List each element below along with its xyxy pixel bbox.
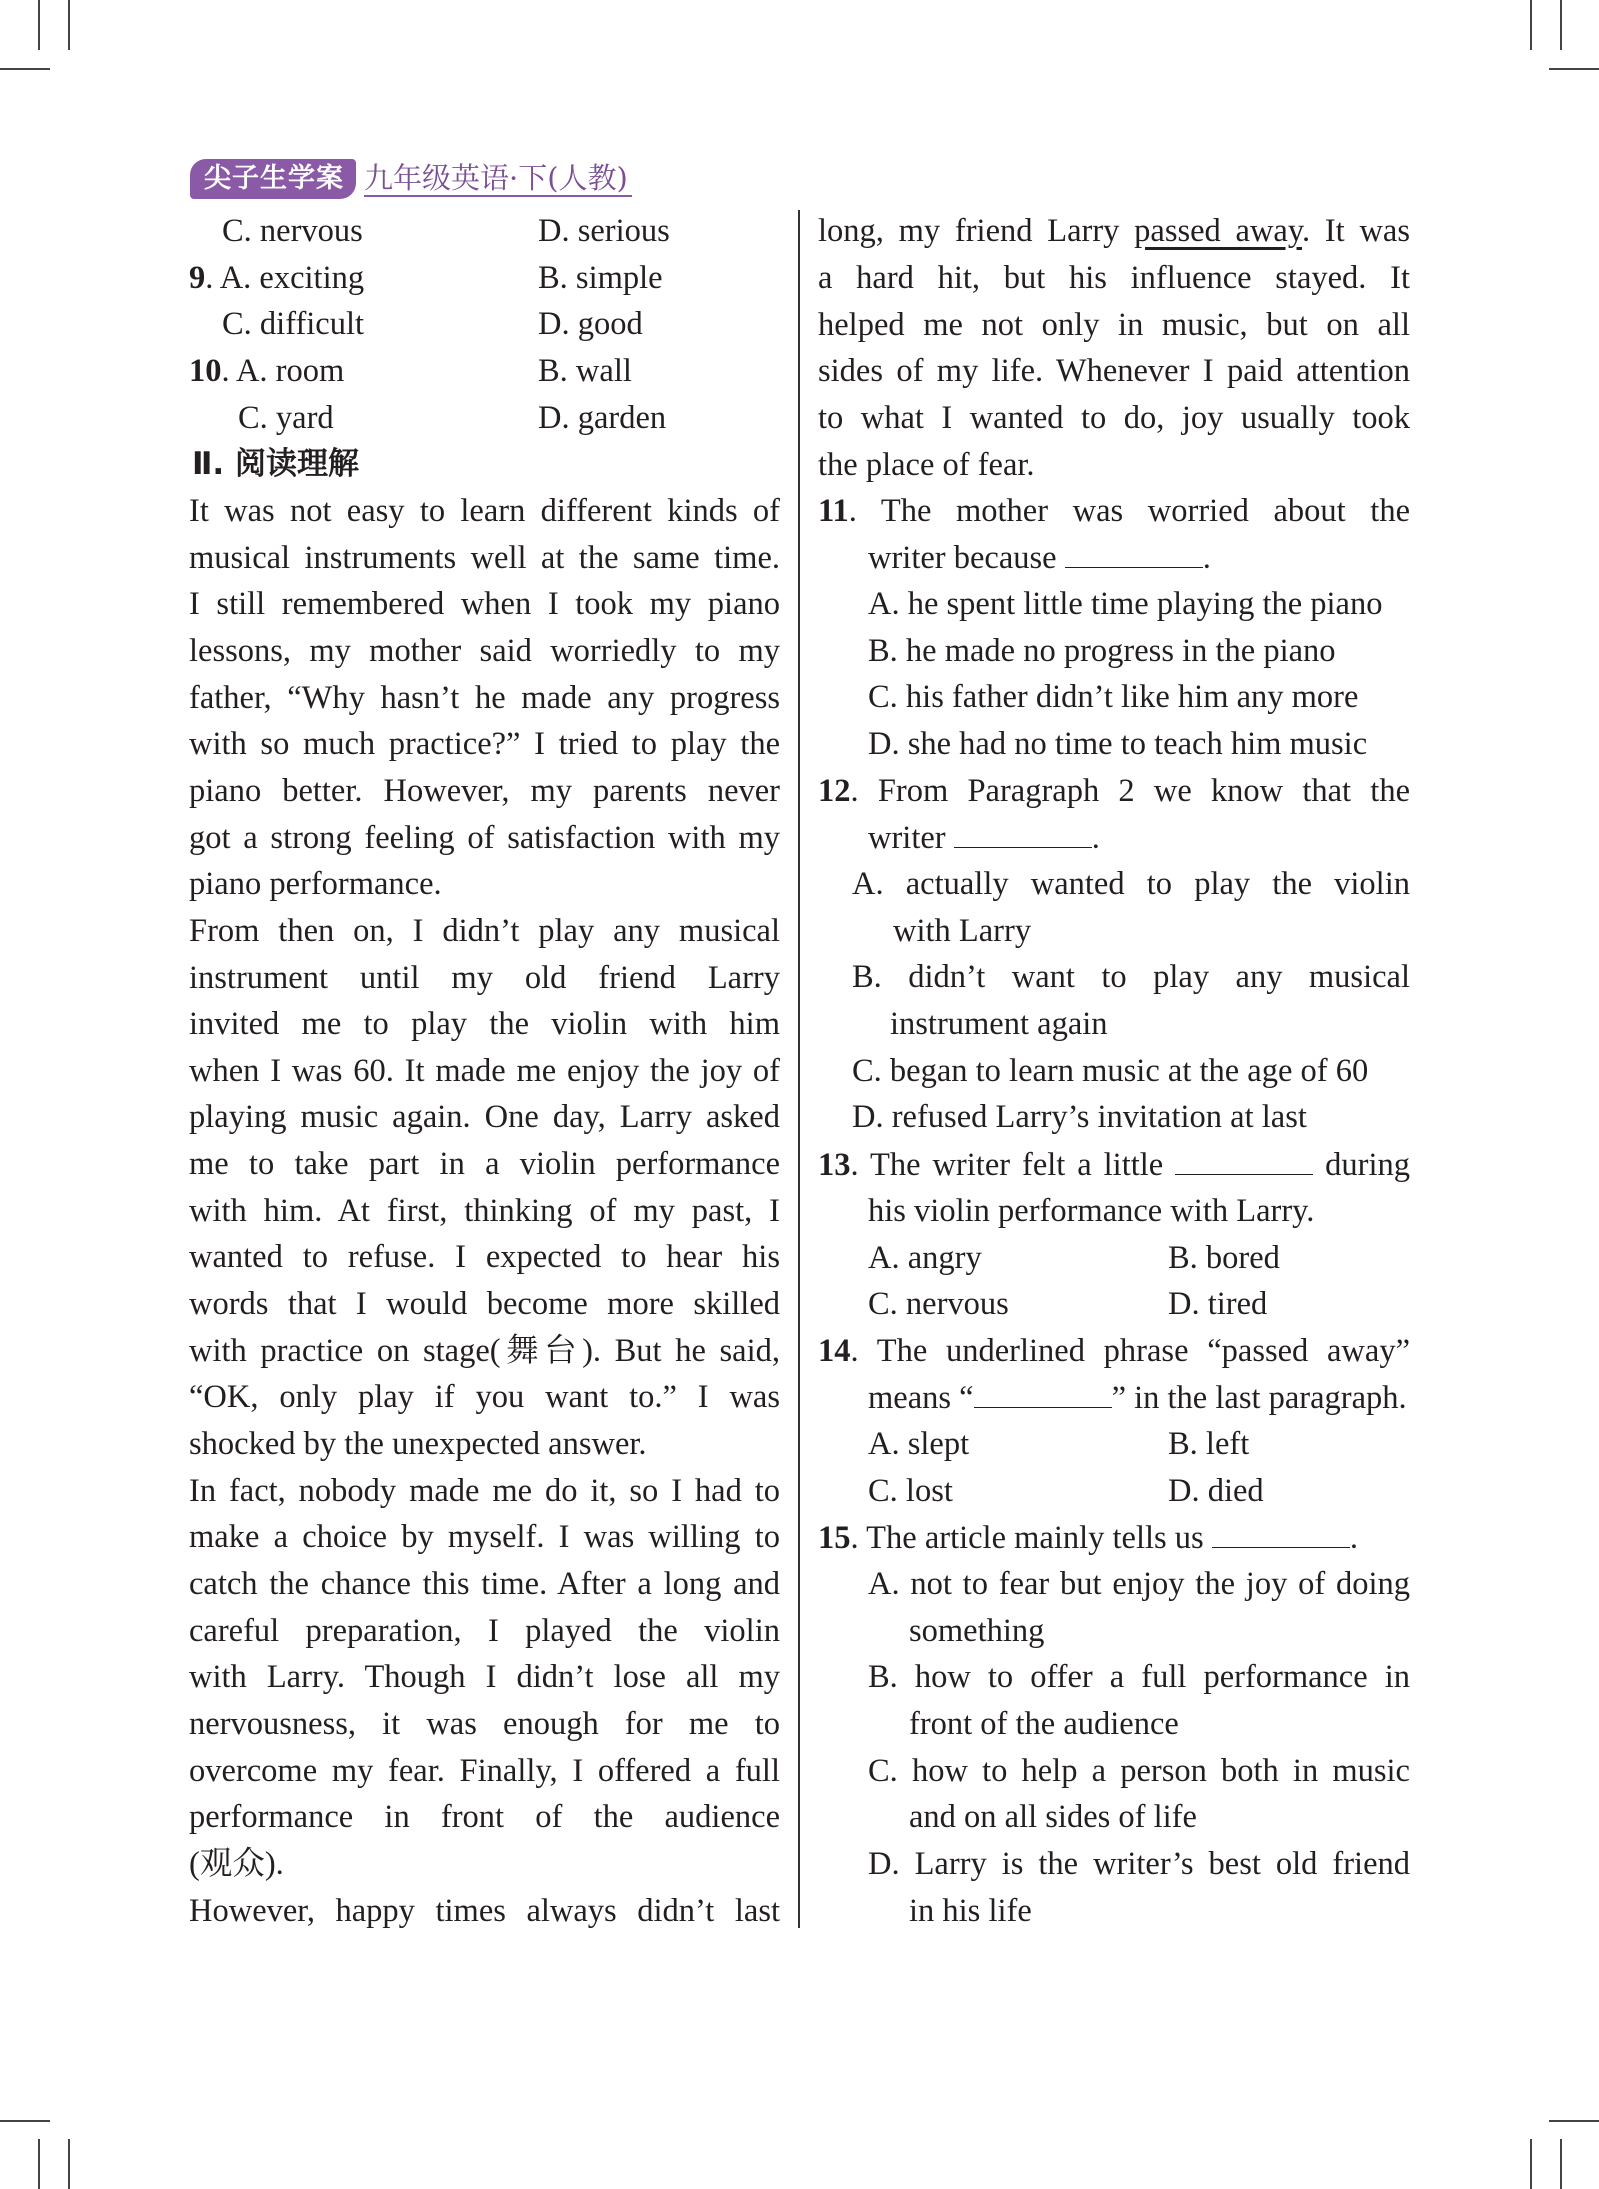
text-line: piano performance. <box>189 866 442 903</box>
text-line: D. refused Larry’s invitation at last <box>852 1099 1307 1136</box>
text-line: B. didn’t want to play any musical <box>852 959 1410 996</box>
section-heading: Ⅱ. 阅读理解 <box>192 446 359 482</box>
question-stem <box>818 489 1410 533</box>
answer-blank[interactable] <box>1175 1144 1313 1175</box>
text-line: a hard hit, but his influence stayed. It <box>818 260 1410 296</box>
option-text: B. bored <box>1168 1240 1280 1276</box>
option-text: . A. room <box>221 353 345 389</box>
crop-mark <box>0 2120 50 2122</box>
text-line: words that I would become more skilled <box>189 1286 780 1323</box>
question-text: . The mother was worried about the <box>848 493 1410 529</box>
crop-mark <box>1549 68 1599 70</box>
answer-blank[interactable] <box>1212 1517 1350 1548</box>
text-line: D. Larry is the writer’s best old friend <box>868 1845 1410 1882</box>
passage-text: . It was <box>1302 213 1410 249</box>
option-text: D. garden <box>538 400 667 436</box>
crop-mark <box>1549 2120 1599 2122</box>
question-number: 9 <box>189 260 206 296</box>
passage-text: long, my friend Larry <box>818 213 1135 249</box>
crop-mark <box>38 2139 40 2189</box>
question-text: . The underlined phrase “passed away” <box>850 1333 1410 1369</box>
question-text: ” in the last paragraph. <box>1111 1380 1407 1416</box>
option-text: C. nervous <box>868 1286 1009 1322</box>
column-divider <box>798 210 800 1928</box>
crop-mark <box>68 2139 70 2189</box>
text-line: C. his father didn’t like him any more <box>868 679 1359 716</box>
option-text: D. died <box>1168 1473 1264 1509</box>
text-line: instrument again <box>890 1005 1108 1042</box>
option-text: C. difficult <box>222 306 365 342</box>
passage-line <box>818 209 1410 253</box>
question-stem <box>818 1516 1358 1560</box>
question-stem <box>818 769 1410 813</box>
crop-mark <box>1530 2139 1532 2189</box>
text-line: with practice on stage(舞台). But he said, <box>189 1332 780 1369</box>
question-text: . <box>1202 540 1211 576</box>
text-line: D. she had no time to teach him music <box>868 725 1368 762</box>
page-header <box>190 158 632 200</box>
answer-blank[interactable] <box>954 817 1092 848</box>
option-row <box>222 209 363 253</box>
question-number: 12 <box>818 773 851 809</box>
question-stem <box>868 816 1100 860</box>
question-text: means “ <box>868 1380 974 1416</box>
text-line: nervousness, it was enough for me to <box>189 1705 780 1742</box>
text-line: performance in front of the audience <box>189 1799 780 1836</box>
text-line: make a choice by myself. I was willing to <box>189 1519 780 1556</box>
text-line: to what I wanted to do, joy usually took <box>818 399 1410 436</box>
option-row <box>538 209 670 253</box>
text-line: got a strong feeling of satisfaction with my <box>189 819 780 856</box>
crop-mark <box>1530 0 1532 50</box>
question-stem <box>818 1143 1410 1187</box>
text-line: A. not to fear but enjoy the joy of doing <box>868 1566 1410 1602</box>
crop-mark <box>68 0 70 50</box>
text-line: careful preparation, I played the violin <box>189 1612 780 1649</box>
question-text: writer <box>868 820 946 856</box>
crop-mark <box>1560 2139 1562 2189</box>
text-line: C. how to help a person both in music <box>868 1752 1410 1789</box>
text-line: musical instruments well at the same time. <box>189 539 780 576</box>
text-line: It was not easy to learn different kinds of <box>189 493 780 529</box>
option-row <box>538 302 643 346</box>
answer-blank[interactable] <box>974 1377 1112 1408</box>
text-line: I still remembered when I took my piano <box>189 586 780 623</box>
option-row <box>538 349 632 393</box>
text-line: B. he made no progress in the piano <box>868 632 1336 669</box>
question-number: 15 <box>818 1520 851 1556</box>
option-text: B. simple <box>538 260 663 296</box>
option-text: B. wall <box>538 353 632 389</box>
option-text: C. nervous <box>222 213 363 249</box>
text-line: shocked by the unexpected answer. <box>189 1426 647 1462</box>
text-line: helped me not only in music, but on all <box>818 306 1410 343</box>
text-line: From then on, I didn’t play any musical <box>189 912 780 949</box>
text-line: A. actually wanted to play the violin <box>852 866 1410 902</box>
question-text: . <box>1091 820 1100 856</box>
question-text: . The article mainly tells us <box>850 1520 1204 1556</box>
question-text: . From Paragraph 2 we know that the <box>850 773 1410 809</box>
question-number: 10 <box>189 353 222 389</box>
option-row <box>189 256 364 300</box>
text-line: invited me to play the violin with him <box>189 1006 780 1043</box>
text-line: “OK, only play if you want to.” I was <box>189 1379 780 1416</box>
question-text: . The writer felt a little <box>850 1147 1164 1183</box>
text-line: something <box>909 1612 1045 1649</box>
option-text: . A. exciting <box>205 260 365 296</box>
text-line: the place of fear. <box>818 446 1035 483</box>
question-number: 11 <box>818 493 849 529</box>
option-row <box>222 302 364 346</box>
question-text: writer because <box>868 540 1057 576</box>
text-line: B. how to offer a full performance in <box>868 1659 1410 1696</box>
text-line: instrument until my old friend Larry <box>189 959 780 996</box>
option-row <box>238 396 334 440</box>
question-text: his violin performance with Larry. <box>868 1193 1315 1229</box>
series-badge: 尖子生学案 <box>190 159 356 199</box>
text-line: In fact, nobody made me do it, so I had to <box>189 1472 780 1509</box>
option-row <box>538 396 666 440</box>
text-line: front of the audience <box>909 1705 1179 1742</box>
text-line: with so much practice?” I tried to play the <box>189 726 780 763</box>
text-line: sides of my life. Whenever I paid attention <box>818 353 1410 390</box>
crop-mark <box>1560 0 1562 50</box>
text-line: piano better. However, my parents never <box>189 772 780 809</box>
text-line: C. began to learn music at the age of 60 <box>852 1052 1369 1089</box>
text-line: lessons, my mother said worriedly to my <box>189 632 780 669</box>
question-stem <box>818 1329 1410 1373</box>
answer-blank[interactable] <box>1065 537 1203 568</box>
text-line: in his life <box>909 1892 1032 1929</box>
option-text: A. slept <box>868 1426 970 1462</box>
crop-mark <box>0 68 50 70</box>
text-line: catch the chance this time. After a long and <box>189 1565 780 1602</box>
question-number: 14 <box>818 1333 851 1369</box>
text-line: me to take part in a violin performance <box>189 1146 780 1183</box>
question-stem <box>868 536 1211 580</box>
option-text: D. serious <box>538 213 670 249</box>
text-line: when I was 60. It made me enjoy the joy of <box>189 1052 780 1089</box>
option-row <box>189 349 344 393</box>
text-line: A. he spent little time playing the piano <box>868 586 1383 622</box>
text-line: playing music again. One day, Larry asked <box>189 1099 780 1136</box>
underlined-phrase: passed away <box>1134 213 1302 249</box>
option-row <box>538 256 663 300</box>
option-text: B. left <box>1168 1426 1250 1462</box>
option-text: D. good <box>538 306 643 342</box>
question-stem <box>868 1189 1314 1233</box>
text-line: with Larry. Though I didn’t lose all my <box>189 1659 780 1696</box>
text-line: father, “Why hasn’t he made any progress <box>189 679 780 716</box>
book-title: 九年级英语·下(人教) <box>364 161 632 197</box>
text-line: wanted to refuse. I expected to hear his <box>189 1239 780 1276</box>
text-line: (观众). <box>189 1845 284 1882</box>
text-line: and on all sides of life <box>909 1799 1197 1836</box>
option-text: D. tired <box>1168 1286 1268 1322</box>
text-line: overcome my fear. Finally, I offered a full <box>189 1752 780 1789</box>
crop-mark <box>38 0 40 50</box>
text-line: with Larry <box>893 912 1032 949</box>
question-text: . <box>1349 1520 1358 1556</box>
question-number: 13 <box>818 1147 851 1183</box>
option-text: C. lost <box>868 1473 953 1509</box>
question-stem <box>868 1376 1407 1420</box>
option-text: C. yard <box>238 400 334 436</box>
option-text: A. angry <box>868 1240 982 1276</box>
text-line: However, happy times always didn’t last <box>189 1892 780 1929</box>
text-line: with him. At first, thinking of my past, I <box>189 1192 780 1229</box>
question-text: during <box>1325 1147 1410 1183</box>
